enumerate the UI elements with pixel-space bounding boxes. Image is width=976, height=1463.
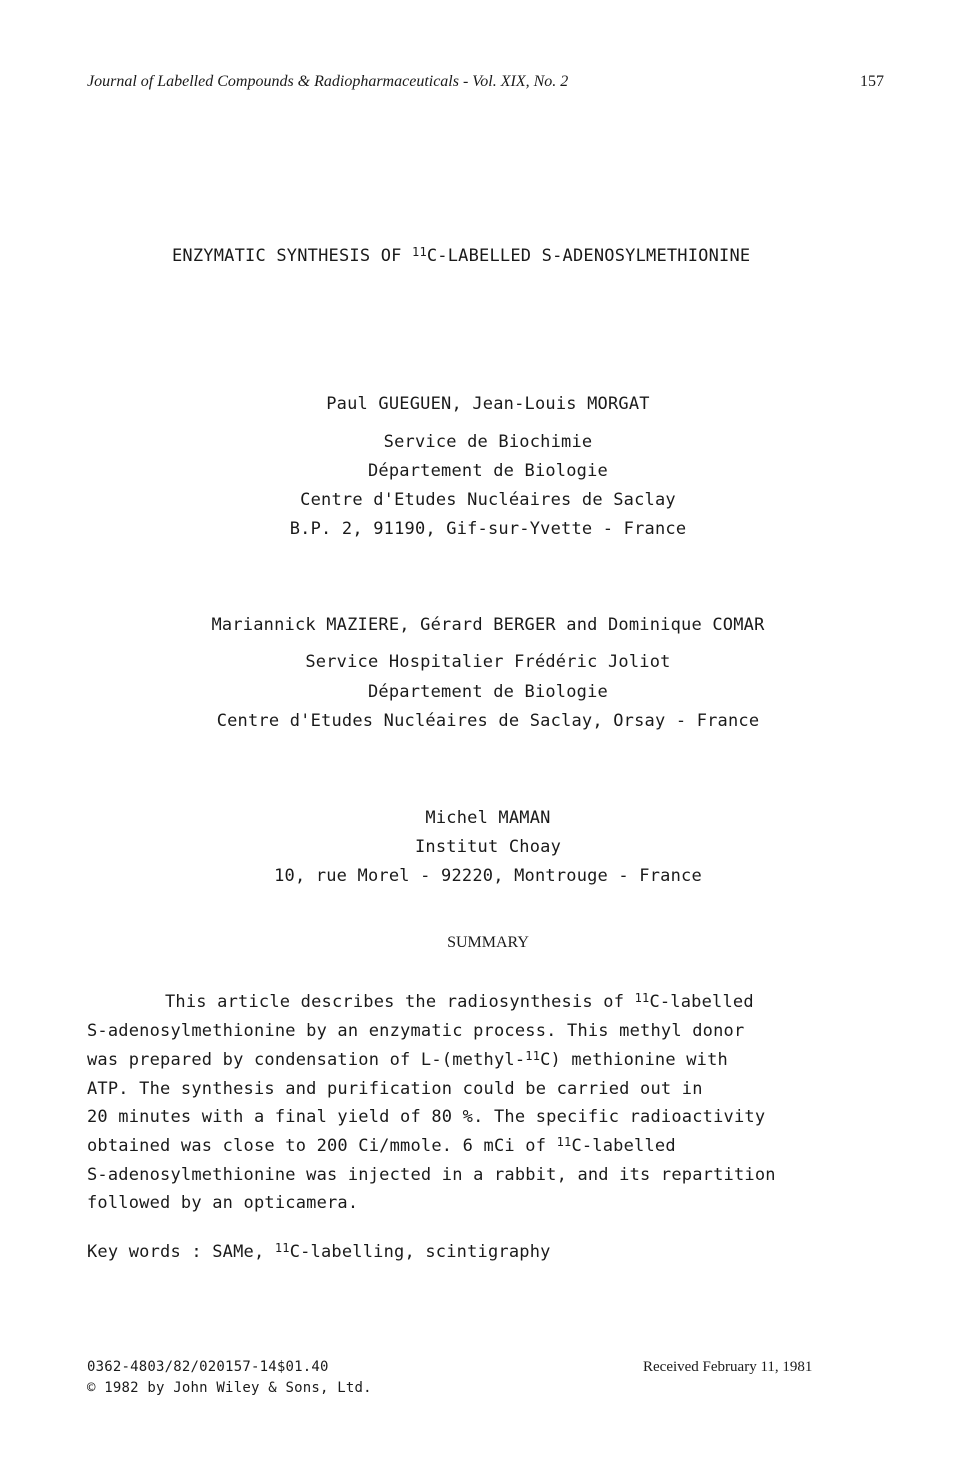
affiliation-3-line-1: Institut Choay [414, 837, 562, 857]
summary-line: S-adenosylmethionine by an enzymatic process. This methyl donor [87, 1021, 745, 1041]
authors-3: Michel MAMAN [425, 808, 551, 828]
affiliation-1-line-1: Service de Biochimie [383, 432, 593, 452]
affiliation-2-line-3: Centre d'Etudes Nucléaires de Saclay, Orsay - France [216, 711, 760, 731]
affiliation-3-line-2: 10, rue Morel - 92220, Montrouge - France [274, 866, 702, 886]
article-title: ENZYMATIC SYNTHESIS OF $^{11}$C-LABELLED S-ADENOSYLMETHIONINE [172, 245, 751, 266]
summary-line: was prepared by condensation of L-(methyl-$^{11}$C) methionine with [87, 1049, 728, 1070]
affiliation-2-line-1: Service Hospitalier Frédéric Joliot [305, 652, 671, 672]
summary-line: S-adenosylmethionine was injected in a rabbit, and its repartition [87, 1165, 776, 1185]
publication-code: 0362-4803/82/020157-14$01.40 [87, 1359, 329, 1375]
summary-line: followed by an opticamera. [87, 1193, 359, 1213]
affiliation-2-line-2: Département de Biologie [367, 682, 608, 702]
affiliation-1-line-2: Département de Biologie [367, 461, 608, 481]
affiliation-1-line-4: B.P. 2, 91190, Gif-sur-Yvette - France [289, 519, 687, 539]
copyright-notice: © 1982 by John Wiley & Sons, Ltd. [87, 1380, 372, 1396]
authors-1: Paul GUEGUEN, Jean-Louis MORGAT [326, 394, 650, 414]
summary-line: 20 minutes with a final yield of 80 %. The specific radioactivity [87, 1107, 766, 1127]
summary-line: This article describes the radiosynthesis of $^{11}$C-labelled [165, 991, 754, 1012]
received-date: Received February 11, 1981 [643, 1359, 813, 1375]
authors-2: Mariannick MAZIERE, Gérard BERGER and Dominique COMAR [211, 615, 765, 635]
summary-line: obtained was close to 200 Ci/mmole. 6 mCi of $^{11}$C-labelled [87, 1135, 676, 1156]
summary-line: ATP. The synthesis and purification could be carried out in [87, 1079, 703, 1099]
affiliation-1-line-3: Centre d'Etudes Nucléaires de Saclay [300, 490, 676, 510]
journal-header: Journal of Labelled Compounds & Radiopharmaceuticals - Vol. XIX, No. 2 [87, 73, 569, 90]
summary-heading: SUMMARY [447, 934, 529, 951]
page-number: 157 [860, 73, 884, 90]
keywords: Key words : SAMe, $^{11}$C-labelling, scintigraphy [87, 1241, 551, 1262]
